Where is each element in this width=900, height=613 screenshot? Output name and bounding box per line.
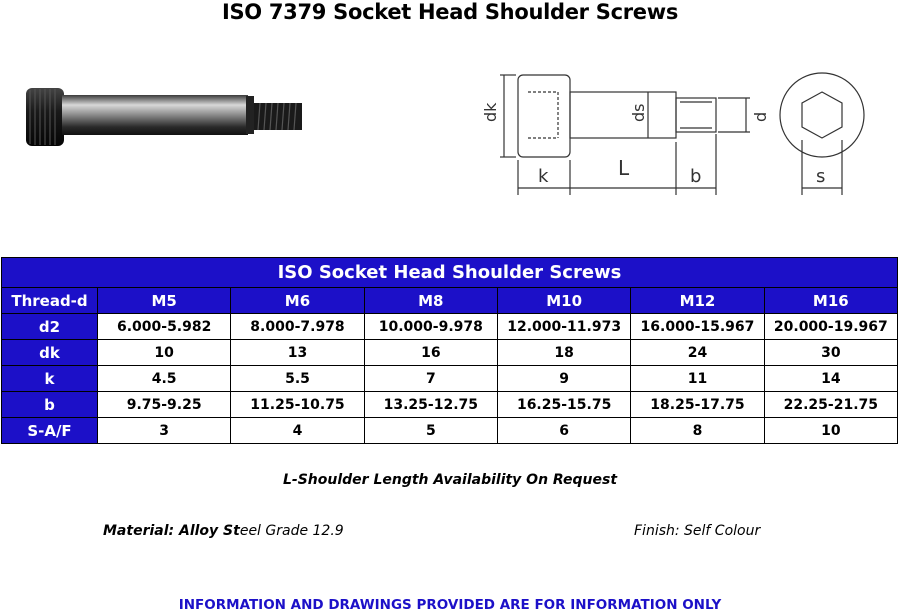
- table-cell: 13.25-12.75: [364, 392, 497, 418]
- table-cell: 11: [631, 366, 764, 392]
- table-row: [2, 418, 898, 444]
- table-cell: 16: [364, 340, 497, 366]
- table-cell: 5.5: [231, 366, 364, 392]
- dim-ds-label: ds: [629, 103, 648, 122]
- table-row: [2, 366, 898, 392]
- table-row: [2, 340, 898, 366]
- size-header: M6: [231, 288, 364, 314]
- table-cell: 18.25-17.75: [631, 392, 764, 418]
- row-label: dk: [2, 340, 98, 366]
- material-label: Material: Alloy St: [103, 523, 240, 539]
- finish-text: Finish: Self Colour: [634, 523, 761, 539]
- spec-table: [1, 257, 898, 444]
- table-cell: 7: [364, 366, 497, 392]
- row-label: k: [2, 366, 98, 392]
- dim-d-label: d: [751, 111, 770, 122]
- material-text: [103, 523, 344, 539]
- table-cell: 5: [364, 418, 497, 444]
- screw-photo: [18, 78, 318, 158]
- table-cell: 9: [497, 366, 630, 392]
- table-cell: 6.000-5.982: [98, 314, 231, 340]
- table-cell: 6: [497, 418, 630, 444]
- table-cell: 14: [764, 366, 897, 392]
- table-cell: 22.25-21.75: [764, 392, 897, 418]
- row-label-thread: Thread-d: [2, 288, 98, 314]
- disclaimer-text: INFORMATION AND DRAWINGS PROVIDED ARE FOR INFORMATION ONLY: [178, 597, 722, 613]
- table-cell: 4.5: [98, 366, 231, 392]
- size-header: M16: [764, 288, 897, 314]
- table-cell: 30: [764, 340, 897, 366]
- table-cell: 18: [497, 340, 630, 366]
- size-header: M10: [497, 288, 630, 314]
- material-value: eel Grade 12.9: [239, 523, 344, 539]
- row-label: b: [2, 392, 98, 418]
- size-header: M5: [98, 288, 231, 314]
- table-row: [2, 392, 898, 418]
- dim-s-label: s: [816, 166, 826, 187]
- table-cell: 10: [98, 340, 231, 366]
- table-cell: 20.000-19.967: [764, 314, 897, 340]
- dimension-drawing: [480, 30, 890, 210]
- table-cell: 8: [631, 418, 764, 444]
- page-title: ISO 7379 Socket Head Shoulder Screws: [221, 0, 679, 24]
- table-cell: 10.000-9.978: [364, 314, 497, 340]
- shoulder-length-note: L-Shoulder Length Availability On Request: [282, 472, 618, 488]
- dim-b-label: b: [690, 166, 702, 187]
- table-cell: 9.75-9.25: [98, 392, 231, 418]
- table-cell: 4: [231, 418, 364, 444]
- size-header: M12: [631, 288, 764, 314]
- table-cell: 3: [98, 418, 231, 444]
- dim-dk-label: dk: [481, 102, 500, 122]
- table-cell: 16.000-15.967: [631, 314, 764, 340]
- table-cell: 11.25-10.75: [231, 392, 364, 418]
- row-label: d2: [2, 314, 98, 340]
- table-cell: 8.000-7.978: [231, 314, 364, 340]
- size-header: M8: [364, 288, 497, 314]
- table-heading: ISO Socket Head Shoulder Screws: [2, 258, 898, 288]
- table-cell: 16.25-15.75: [497, 392, 630, 418]
- table-cell: 24: [631, 340, 764, 366]
- dim-k-label: k: [538, 166, 549, 187]
- table-row: [2, 314, 898, 340]
- table-cell: 12.000-11.973: [497, 314, 630, 340]
- table-cell: 10: [764, 418, 897, 444]
- row-label: S-A/F: [2, 418, 98, 444]
- dim-L-label: L: [618, 156, 630, 180]
- table-cell: 13: [231, 340, 364, 366]
